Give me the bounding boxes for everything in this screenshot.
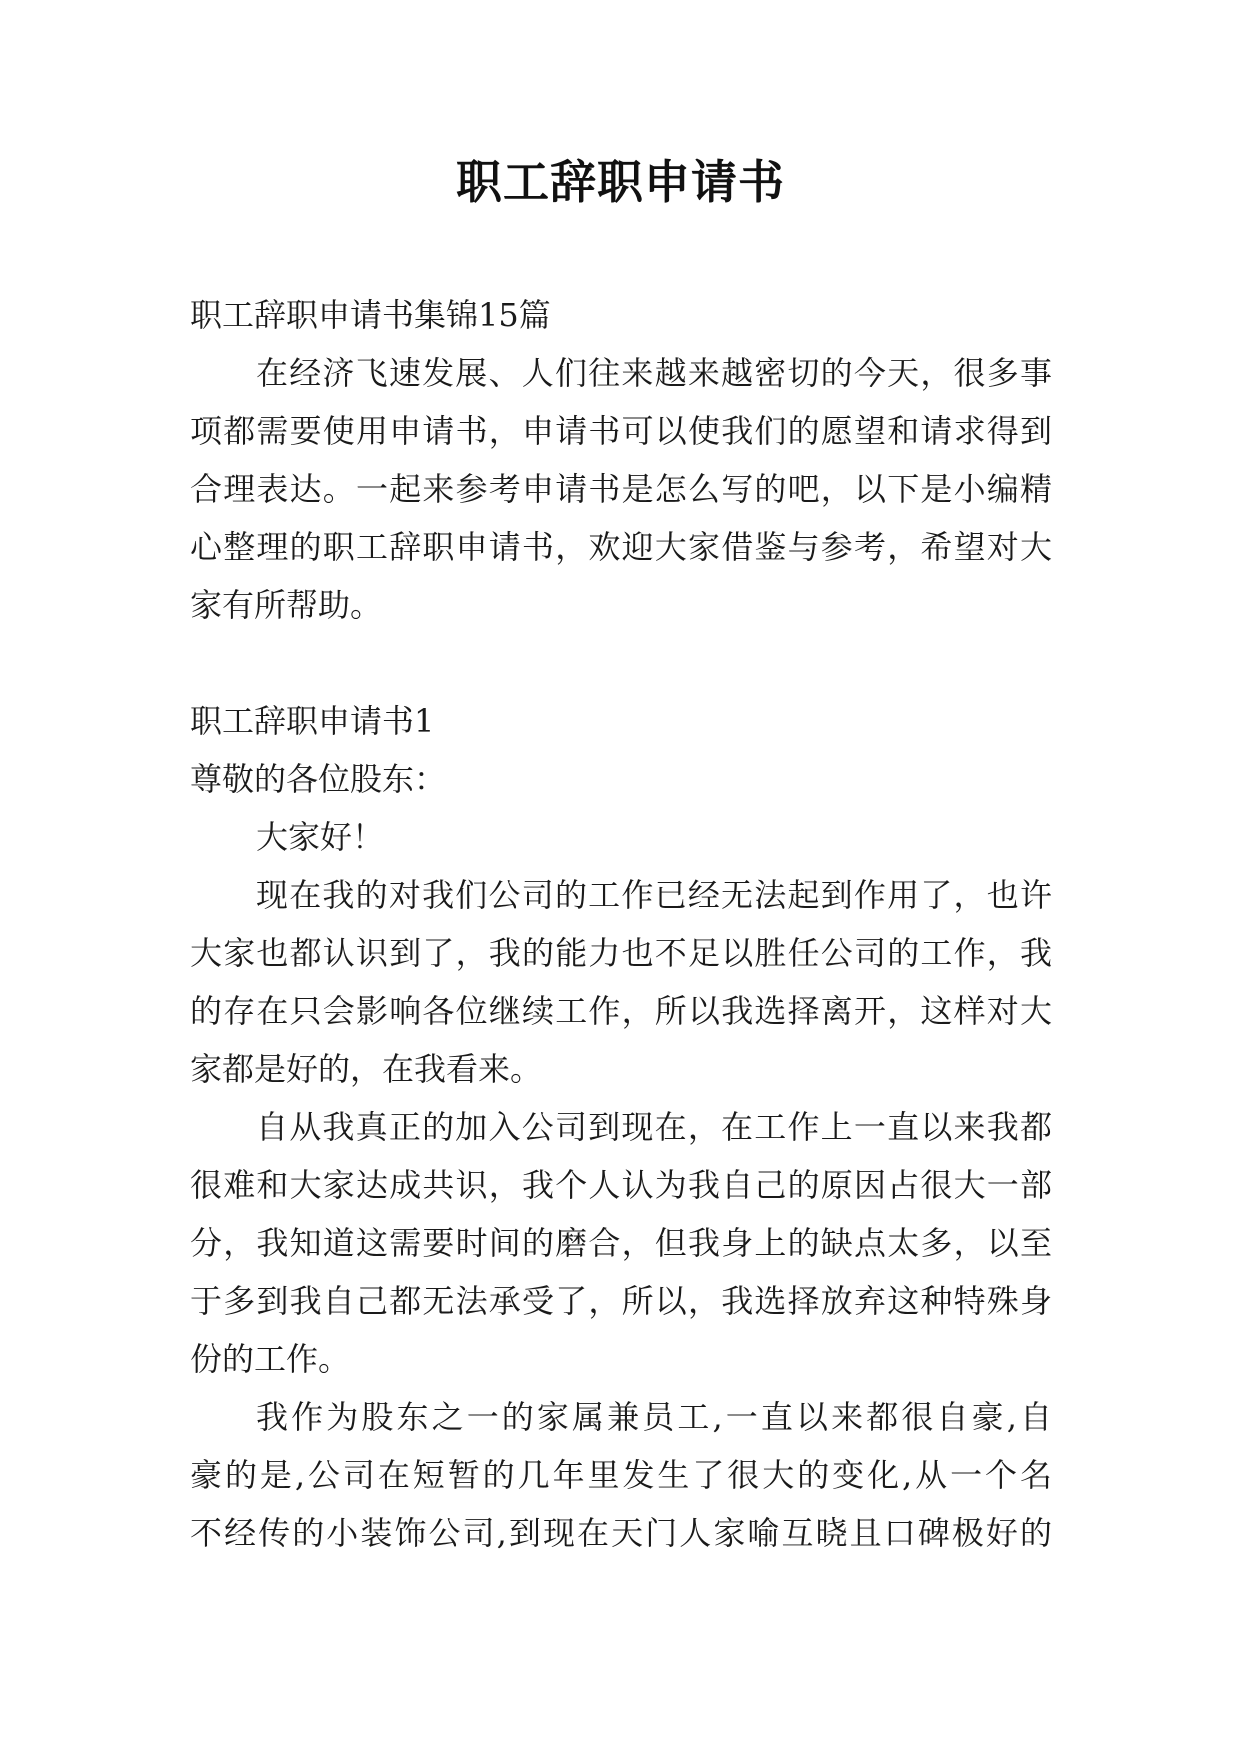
text-line: 自从我真正的加入公司到现在，在工作上一直以来我都 (256, 1108, 1052, 1146)
greeting: 大家好！ (256, 818, 385, 856)
section-spacer (190, 634, 1052, 692)
intro-paragraph (190, 344, 1052, 634)
text-line: 现在我的对我们公司的工作已经无法起到作用了，也许 (256, 876, 1052, 914)
text-line: 于多到我自己都无法承受了，所以，我选择放弃这种特殊身 (190, 1282, 1052, 1320)
document-title: 职工辞职申请书 (456, 155, 785, 209)
text-line: 的存在只会影响各位继续工作，所以我选择离开，这样对大 (190, 992, 1052, 1030)
text-line: 很难和大家达成共识，我个人认为我自己的原因占很大一部 (190, 1166, 1052, 1204)
text-line: 我作为股东之一的家属兼员工,一直以来都很自豪,自 (256, 1398, 1052, 1436)
section-heading: 职工辞职申请书1 (190, 702, 435, 740)
collection-subtitle: 职工辞职申请书集锦15篇 (190, 296, 551, 334)
paragraph-3 (190, 1388, 1052, 1562)
text-line: 家都是好的，在我看来。 (190, 1050, 543, 1088)
text-line: 大家也都认识到了，我的能力也不足以胜任公司的工作，我 (190, 934, 1052, 972)
text-line: 不经传的小装饰公司,到现在天门人家喻互晓且口碑极好的 (190, 1514, 1052, 1552)
text-line: 合理表达。一起来参考申请书是怎么写的吧，以下是小编精 (190, 470, 1052, 508)
text-line: 分，我知道这需要时间的磨合，但我身上的缺点太多，以至 (190, 1224, 1052, 1262)
text-line: 项都需要使用申请书，申请书可以使我们的愿望和请求得到 (190, 412, 1052, 450)
paragraph-1 (190, 866, 1052, 1098)
text-line: 家有所帮助。 (190, 586, 383, 624)
text-line: 份的工作。 (190, 1340, 351, 1378)
text-line: 豪的是,公司在短暂的几年里发生了很大的变化,从一个名 (190, 1456, 1052, 1494)
text-line: 在经济飞速发展、人们往来越来越密切的今天，很多事 (256, 354, 1052, 392)
document-body (190, 286, 1052, 1562)
salutation: 尊敬的各位股东： (190, 760, 447, 798)
paragraph-2 (190, 1098, 1052, 1388)
text-line: 心整理的职工辞职申请书，欢迎大家借鉴与参考，希望对大 (190, 528, 1052, 566)
